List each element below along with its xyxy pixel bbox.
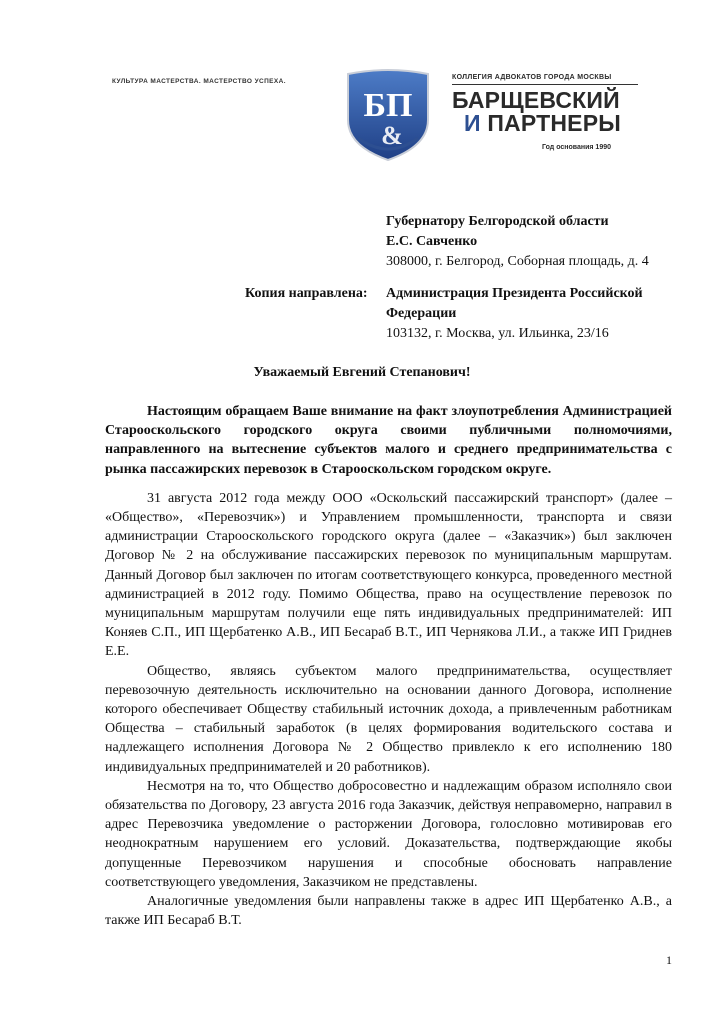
firm-name-line1: БАРЩЕВСКИЙ — [452, 87, 620, 113]
greeting: Уважаемый Евгений Степанович! — [253, 365, 471, 380]
paragraph-1: 31 августа 2012 года между ООО «Оскольский пассажирский транспорт» (далее – «Общество», «Перевозчик») и Управлением промышленности, транспорта и связи администрации Старооскольского городского округа (далее – «Заказчик») был заключен Договор № 2 на обслуживание пассажирских перевозок по муниципальным маршрутам. Данный Договор был заключен по итогам соответствующего конкурса, проведенного местной администрацией в 2012 году. Помимо Общества, право на осуществление перевозок по муниципальным маршрутам получили еще пять индивидуальных предпринимателей: ИП Коняев С.П., ИП Щербатенко А.В., ИП Бесараб В.Т., ИП Чернякова Л.И., а также ИП Гриднев Е.Е. — [105, 490, 672, 660]
copy-label: Копия направлена: — [245, 286, 368, 301]
addressee-block — [386, 212, 649, 272]
paragraph-3: Несмотря на то, что Общество добросовестно и надлежащим образом исполняло свои обязательства по Договору, 23 августа 2016 года Заказчик, действуя неправомерно, направил в адрес Перевозчика уведомление о расторжении Договора, голословно мотивировав его неоднократным нарушением его условий. Доказательства, подтверждающие якобы допущенные Перевозчиком нарушения и способные обосновать направление соответствующего уведомления, Заказчиком не представлены. — [105, 778, 672, 890]
firm-name-and: И — [464, 110, 481, 136]
copy-recipient-line2: Федерации — [386, 306, 457, 321]
body-text — [105, 402, 672, 930]
copy-recipient-line1: Администрация Президента Российской — [386, 286, 643, 301]
addressee-address: 308000, г. Белгород, Соборная площадь, д. 4 — [386, 254, 649, 269]
letterhead — [0, 60, 724, 170]
addressee-title: Губернатору Белгородской области — [386, 214, 609, 229]
firm-divider — [452, 84, 638, 85]
firm-name-line2 — [464, 112, 638, 134]
paragraph-4: Аналогичные уведомления были направлены также в адрес ИП Щербатенко А.В., а также ИП Бесараб В.Т. — [105, 894, 672, 929]
intro-paragraph: Настоящим обращаем Ваше внимание на факт злоупотребления Администрацией Старооскольского городского округа своими публичными полномочиями, направленного на вытеснение субъектов малого и среднего предпринимательства с рынка пассажирских перевозок в Старооскольском городском округе. — [105, 404, 672, 477]
emblem-ampersand: & — [381, 121, 403, 150]
firm-collegium: КОЛЛЕГИЯ АДВОКАТОВ ГОРОДА МОСКВЫ — [452, 74, 612, 81]
firm-name-block — [452, 74, 638, 151]
page-number: 1 — [666, 953, 672, 967]
addressee-name: Е.С. Савченко — [386, 234, 478, 249]
firm-emblem-icon — [340, 68, 436, 164]
copy-address: 103132, г. Москва, ул. Ильинка, 23/16 — [386, 326, 609, 341]
firm-name-partners: ПАРТНЕРЫ — [487, 110, 621, 136]
paragraph-2: Общество, являясь субъектом малого предпринимательства, осуществляет перевозочную деятельность исключительно на основании данного Договора, исполнение которого обеспечивает Обществу стабильный источник дохода, а привлеченным работникам Общества – стабильный заработок (в целях формирования водительского состава и надлежащего исполнения Договора № 2 Общество привлекло к его исполнению 180 индивидуальных предпринимателей и 20 работников). — [105, 663, 672, 775]
emblem-letters: БП — [363, 87, 413, 124]
firm-founded: Год основания 1990 — [542, 144, 612, 151]
copy-block — [386, 284, 643, 344]
slogan: КУЛЬТУРА МАСТЕРСТВА. МАСТЕРСТВО УСПЕХА. — [112, 78, 286, 85]
